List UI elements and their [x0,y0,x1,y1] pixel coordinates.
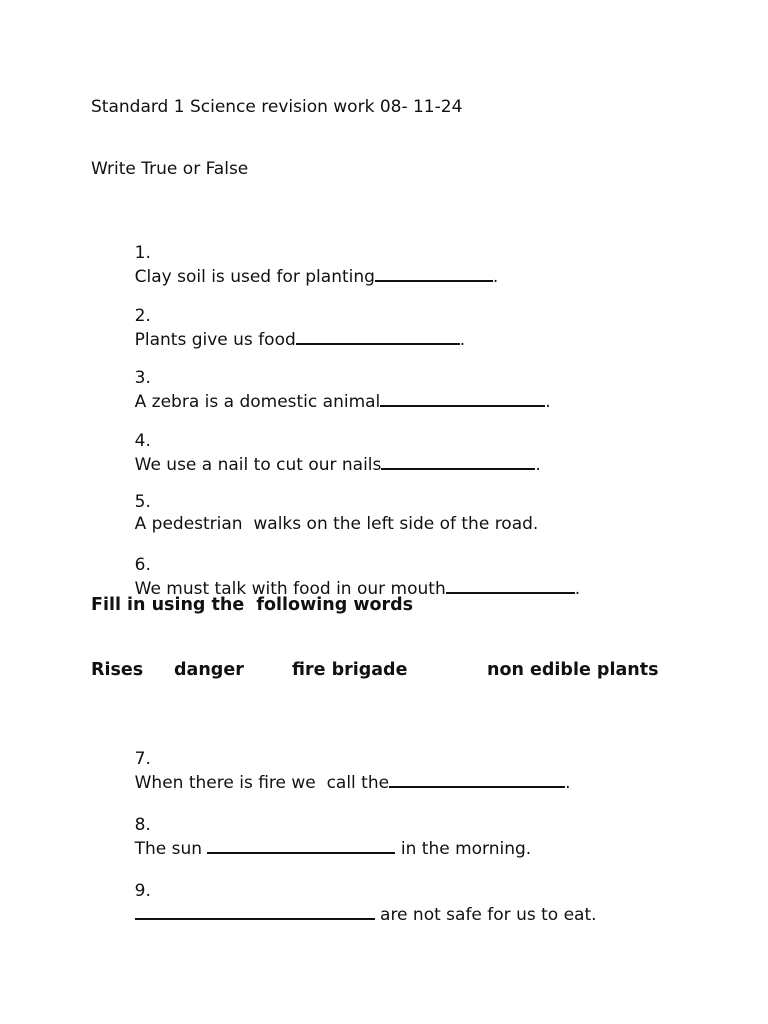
question-number: 7. [134,749,151,769]
question-number: 2. [134,306,151,326]
question-text: The sun [134,839,208,859]
section-heading-true-false: Write True or False [91,159,249,179]
question-text: Plants give us food [134,330,296,350]
question-text-end: . [492,267,499,287]
section-heading-fill-in: Fill in using the following words [91,595,414,615]
question-text-end: . [574,579,581,599]
answer-blank[interactable] [135,902,375,920]
question-text-end: in the morning. [395,839,532,859]
question-number: 9. [134,881,151,901]
word-bank-item: non edible plants [487,660,659,680]
question-text: A pedestrian walks on the left side of the road. [134,514,539,534]
answer-blank[interactable] [296,327,460,345]
question-9 [113,858,597,948]
question-number: 3. [134,368,151,388]
question-number: 5. [134,492,151,512]
question-text-end: . [459,330,466,350]
question-number: 6. [134,555,151,575]
answer-blank[interactable] [389,770,565,788]
question-text-end: . [545,392,551,412]
question-text: Clay soil is used for planting [134,267,375,287]
question-number: 1. [134,243,151,263]
worksheet-title: Standard 1 Science revision work 08- 11-24 [91,97,463,117]
question-text: We use a nail to cut our nails [134,455,382,475]
question-number: 4. [134,431,151,451]
answer-blank[interactable] [381,452,535,470]
question-number: 8. [134,815,151,835]
question-text-end: . [535,455,541,475]
answer-blank[interactable] [446,576,575,594]
question-text: A zebra is a domestic animal [134,392,381,412]
question-text: When there is fire we call the [134,773,390,793]
answer-blank[interactable] [375,264,493,282]
question-text: We must talk with food in our mouth [134,579,446,599]
question-text-end: . [565,773,571,793]
word-bank-item: fire brigade [292,660,408,680]
word-bank-item: danger [174,660,244,680]
question-text-end: are not safe for us to eat. [374,905,597,925]
word-bank-item: Rises [91,660,144,680]
answer-blank[interactable] [380,389,545,407]
answer-blank[interactable] [207,836,395,854]
